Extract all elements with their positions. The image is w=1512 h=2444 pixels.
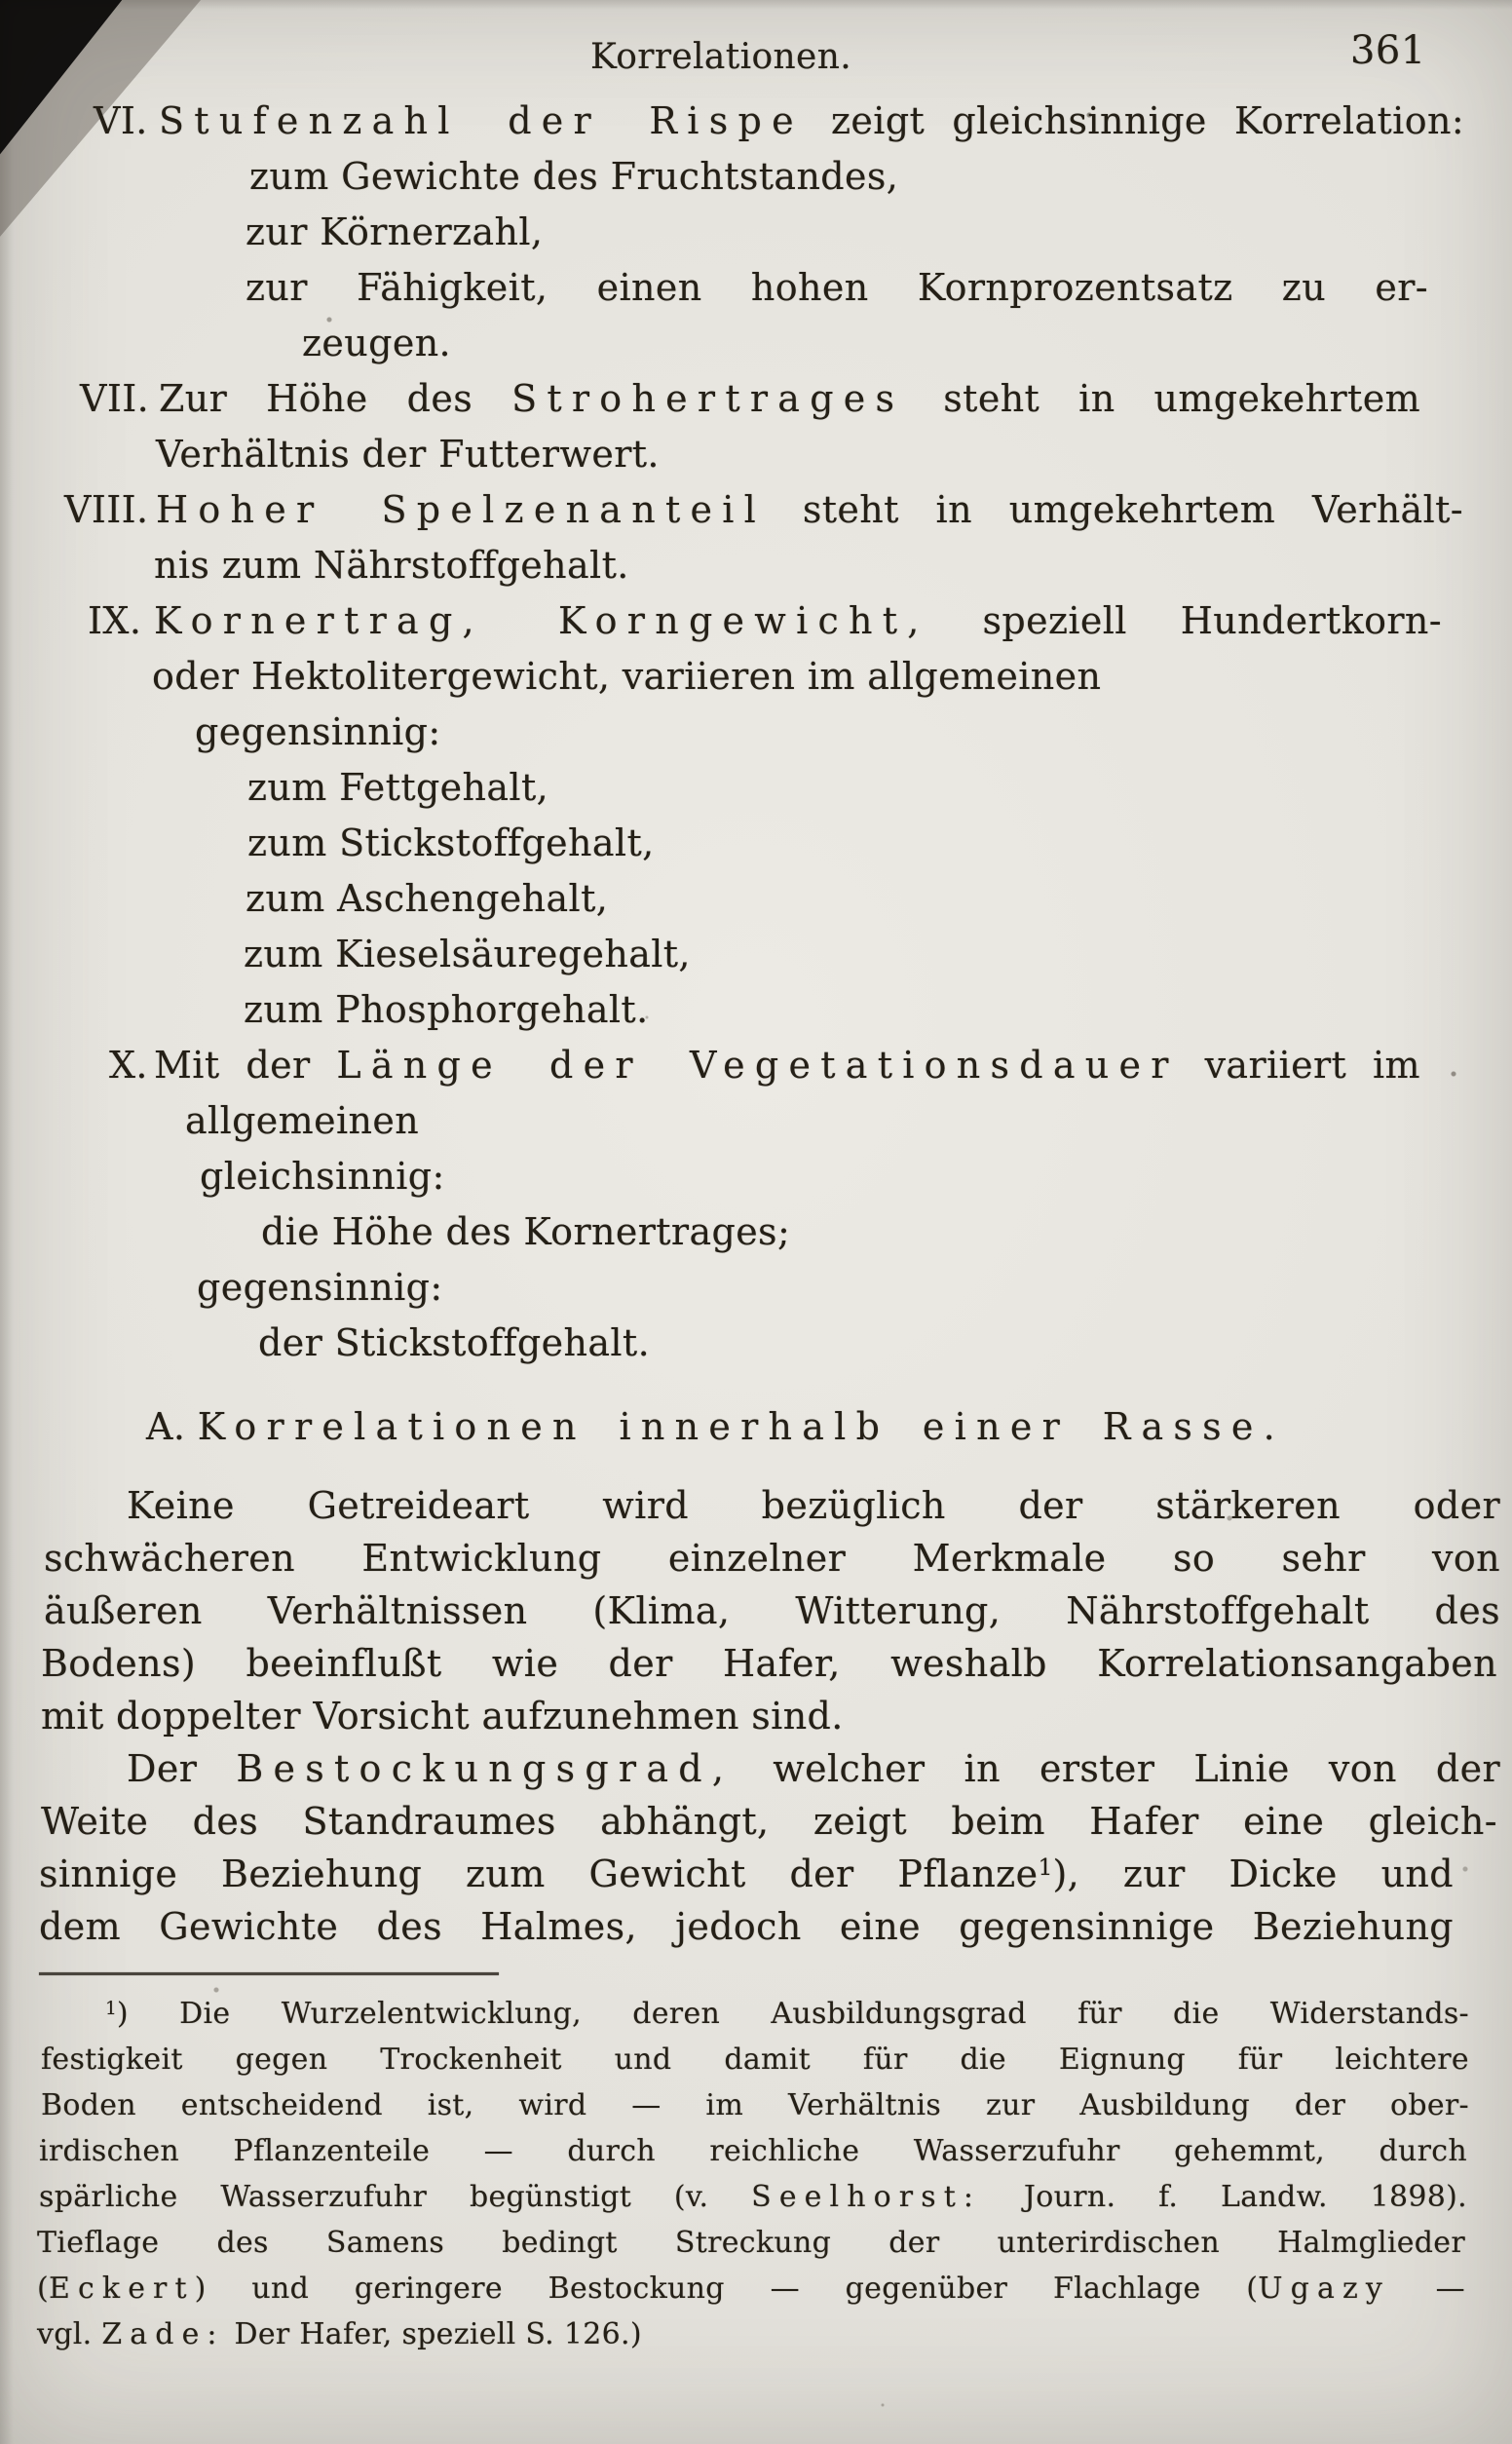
item-viii-label (64, 487, 148, 532)
text-segment: äußeren Verhältnissen (Klima, Witterung, Nährstoffgehalt des (44, 1589, 1500, 1632)
text-segment: zum Phosphorgehalt. (244, 988, 649, 1031)
text-segment: schwächeren Entwicklung einzelner Merkmale so sehr von (44, 1537, 1500, 1580)
text-segment: zur Fähigkeit, einen hohen Kornprozentsatz zu er- (246, 266, 1428, 309)
text-segment: zeigt gleichsinnige Korrelation: (803, 99, 1464, 142)
item-ix-line-3 (195, 709, 441, 754)
item-x-label (109, 1043, 148, 1088)
text-segment: VIII. (64, 488, 149, 531)
item-viii-line-2 (154, 543, 629, 588)
text-segment: ) und geringere Bestockung — gegenüber Flachlage ( (194, 2272, 1259, 2306)
text-segment: gleichsinnig: (200, 1155, 445, 1198)
text-segment: spärliche Wasserzufuhr begünstigt (v. (39, 2180, 752, 2214)
text-segment: Der Hafer, speziell S. 126.) (224, 2317, 642, 2351)
item-vii-label (80, 376, 149, 421)
section-heading (146, 1404, 1285, 1449)
footnote-line-8 (37, 2317, 642, 2353)
text-segment: Zade: (101, 2317, 225, 2351)
paragraph-1-line-2 (44, 1536, 1500, 1581)
text-segment: welcher in erster Linie von der (734, 1747, 1500, 1790)
text-segment: zum Aschengehalt, (246, 877, 609, 920)
paragraph-1-line-4 (41, 1641, 1497, 1686)
text-segment: steht in umgekehrtem Verhält- (766, 488, 1463, 531)
footnote-line-5 (39, 2180, 1467, 2216)
text-segment: irdischen Pflanzenteile — durch reichliche Wasserzufuhr gehemmt, durch (39, 2134, 1467, 2168)
item-vi-line-5 (302, 321, 451, 365)
text-segment: IX. (88, 599, 142, 642)
text-segment: — (1389, 2272, 1465, 2306)
text-segment: Seelhorst: (751, 2180, 982, 2214)
paragraph-2-line-3 (39, 1852, 1454, 1896)
text-segment: 361 (1350, 28, 1426, 73)
item-x-line-3 (200, 1154, 445, 1199)
item-x-line-4 (261, 1209, 790, 1254)
item-x-line-1 (154, 1043, 1420, 1088)
text-segment: sinnige Beziehung zum Gewicht der Pflanze (39, 1852, 1039, 1895)
item-vi-line-3 (246, 210, 543, 254)
item-vi-line-1 (159, 98, 1464, 143)
text-segment: Bestockungsgrad, (236, 1747, 735, 1790)
paragraph-1-line-1 (127, 1483, 1500, 1528)
item-ix-line-5 (247, 821, 655, 865)
footnote-line-3 (41, 2088, 1469, 2124)
text-segment: zur Körnerzahl, (246, 210, 544, 253)
paragraph-2-line-4 (39, 1904, 1454, 1949)
item-ix-line-2 (152, 654, 1101, 699)
text-segment: VI. (94, 99, 148, 142)
text-segment: Journ. f. Landw. 1898). (981, 2180, 1467, 2214)
text-segment: zum Gewichte des Fruchtstandes, (249, 155, 899, 198)
item-ix-line-1 (154, 598, 1442, 643)
text-segment: Stufenzahl der Rispe (159, 99, 804, 142)
item-ix-line-4 (247, 765, 548, 810)
text-segment: Weite des Standraumes abhängt, zeigt beim Hafer eine gleich- (41, 1800, 1497, 1843)
text-segment: nis zum Nährstoffgehalt. (154, 544, 629, 587)
footnote-marker-superscript: 1 (1038, 1853, 1053, 1882)
text-segment: gegensinnig: (197, 1266, 443, 1309)
text-segment: Bodens) beeinflußt wie der Hafer, weshalb Korrelationsangaben (41, 1642, 1497, 1685)
text-segment: A. (146, 1405, 198, 1448)
paragraph-1-line-3 (44, 1588, 1500, 1633)
text-segment: allgemeinen (185, 1099, 420, 1142)
item-vi-line-4 (246, 265, 1428, 310)
paragraph-1-line-5 (41, 1694, 844, 1738)
text-segment: zum Kieselsäuregehalt, (244, 933, 691, 975)
text-segment: Der (127, 1747, 237, 1790)
text-segment: zum Stickstoffgehalt, (247, 821, 655, 864)
text-segment: festigkeit gegen Trockenheit und damit für die Eignung für leichtere (41, 2043, 1469, 2077)
text-segment: ), zur Dicke und (1052, 1852, 1454, 1895)
item-ix-line-7 (244, 932, 691, 976)
item-x-line-5 (197, 1265, 443, 1310)
item-vi-line-2 (249, 154, 898, 199)
text-segment: mit doppelter Vorsicht aufzunehmen sind. (41, 1695, 844, 1738)
text-segment: Kornertrag, Korngewicht, (154, 599, 929, 642)
footnote-rule (39, 1972, 499, 1975)
footnote-line-6 (37, 2226, 1465, 2262)
footnote-marker-superscript: 1 (105, 1998, 117, 2019)
item-vi-label (94, 98, 148, 143)
item-ix-line-8 (244, 987, 649, 1032)
page-number (1350, 27, 1426, 75)
text-segment: VII. (80, 377, 150, 420)
text-segment: speziell Hundertkorn- (928, 599, 1442, 642)
text-segment: zeugen. (302, 322, 452, 364)
footnote-line-7 (37, 2272, 1465, 2308)
item-viii-line-1 (156, 487, 1463, 532)
text-segment: oder Hektolitergewicht, variieren im allgemeinen (152, 655, 1102, 698)
paragraph-2-line-1 (127, 1746, 1500, 1791)
text-segment: dem Gewichte des Halmes, jedoch eine gegensinnige Beziehung (39, 1905, 1454, 1948)
text-segment: ( (37, 2272, 50, 2306)
text-segment: Tieflage des Samens bedingt Streckung der unterirdischen Halmglieder (37, 2226, 1465, 2260)
text-segment: Verhältnis der Futterwert. (156, 433, 660, 476)
text-segment: Zur Höhe des (159, 377, 512, 420)
text-segment: steht in umgekehrtem (904, 377, 1420, 420)
item-ix-line-6 (246, 876, 608, 921)
item-x-line-6 (258, 1320, 650, 1365)
text-segment: Boden entscheidend ist, wird — im Verhältnis zur Ausbildung der ober- (41, 2088, 1469, 2122)
text-segment: vgl. (37, 2317, 102, 2351)
text-segment: die Höhe des Kornertrages; (261, 1210, 791, 1253)
text-segment: Korrelationen. (589, 37, 852, 77)
text-segment: der Stickstoffgehalt. (258, 1321, 651, 1364)
text-segment: Eckert (49, 2272, 195, 2306)
footnote-line-1 (105, 1997, 1469, 2033)
text-segment: Keine Getreideart wird bezüglich der stärkeren oder (127, 1484, 1500, 1527)
item-ix-label (88, 598, 141, 643)
footnote-line-2 (41, 2043, 1469, 2079)
text-segment: gegensinnig: (195, 710, 441, 753)
text-segment: Hoher Spelzenanteil (156, 488, 767, 531)
text-segment: zum Fettgehalt, (247, 766, 549, 809)
text-segment: variiert im (1178, 1044, 1420, 1087)
item-vii-line-2 (156, 432, 660, 477)
text-segment: Länge der Vegetationsdauer (336, 1044, 1179, 1087)
text-segment: X. (109, 1044, 148, 1087)
text-segment: Mit der (154, 1044, 337, 1087)
footnote-line-4 (39, 2134, 1467, 2170)
text-segment: ) Die Wurzelentwicklung, deren Ausbildungsgrad für die Widerstands- (116, 1997, 1469, 2031)
text-segment: Strohertrages (511, 377, 905, 420)
paragraph-2-line-2 (41, 1799, 1497, 1844)
item-vii-line-1 (159, 376, 1420, 421)
text-segment: Ugazy (1258, 2272, 1390, 2306)
item-x-line-2 (185, 1098, 419, 1143)
text-segment: Korrelationen innerhalb einer Rasse. (197, 1405, 1285, 1448)
running-title (39, 36, 1403, 79)
